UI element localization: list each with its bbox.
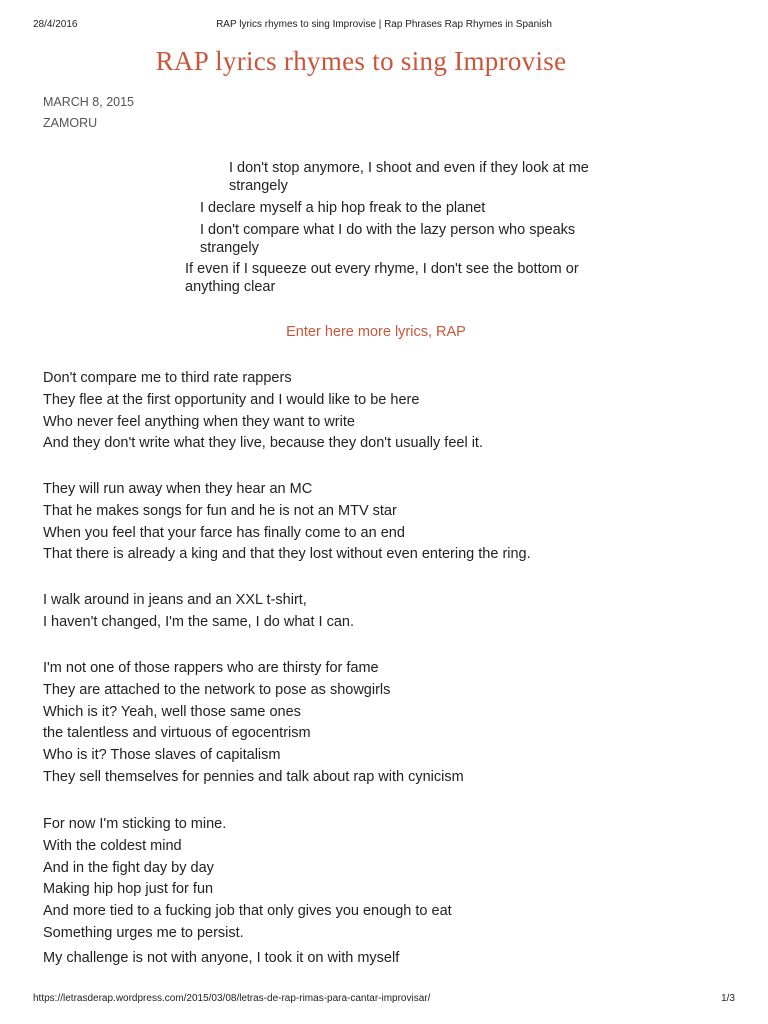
lyric-line: I'm not one of those rappers who are thirsty for fame: [43, 660, 379, 676]
lyric-line: And more tied to a fucking job that only gives you enough to eat: [43, 903, 452, 920]
page-number: 1/3: [721, 993, 735, 1004]
stanza-3: [43, 590, 354, 634]
lyric-line: I haven't changed, I'm the same, I do what I can.: [43, 613, 355, 630]
lyric-line: They are attached to the network to pose as showgirls: [43, 681, 391, 698]
post-date[interactable]: MARCH 8, 2015: [43, 95, 135, 109]
lyric-line: Something urges me to persist.: [43, 924, 244, 941]
stanza-4: [43, 658, 464, 789]
lyric-line: I walk around in jeans and an XXL t-shirt,: [43, 592, 307, 608]
post-author[interactable]: ZAMORU: [43, 116, 98, 130]
lyric-line: For now I'm sticking to mine.: [43, 816, 227, 832]
intro-line-4: If even if I squeeze out every rhyme, I don't see the bottom or anything clear: [185, 261, 579, 295]
lyric-line: Which is it? Yeah, well those same ones: [43, 703, 301, 720]
stanza-2: [43, 479, 531, 566]
print-doc-title: RAP lyrics rhymes to sing Improvise | Rap Phrases Rap Rhymes in Spanish: [216, 19, 552, 30]
intro-line-3: I don't compare what I do with the lazy person who speaks strangely: [200, 222, 576, 256]
stanza-1: [43, 368, 483, 455]
lyric-line: And in the fight day by day: [43, 859, 214, 876]
lyric-line: With the coldest mind: [43, 837, 182, 854]
lyric-line: That he makes songs for fun and he is not an MTV star: [43, 502, 397, 519]
lyric-line: When you feel that your farce has finally come to an end: [43, 524, 405, 541]
lyric-line: Who is it? Those slaves of capitalism: [43, 747, 281, 764]
lyric-line: They sell themselves for pennies and talk about rap with cynicism: [43, 768, 464, 785]
lyric-line-last: My challenge is not with anyone, I took it on with myself: [43, 950, 400, 966]
print-url: https://letrasderap.wordpress.com/2015/03/08/letras-de-rap-rimas-para-cantar-improvisar/: [33, 993, 431, 1004]
lyric-line: That there is already a king and that they lost without even entering the ring.: [43, 546, 531, 563]
print-date: 28/4/2016: [33, 19, 78, 30]
lyric-line: Making hip hop just for fun: [43, 881, 214, 898]
stanza-5: [43, 814, 452, 945]
intro-line-2: I declare myself a hip hop freak to the planet: [200, 200, 486, 216]
intro-line-1: I don't stop anymore, I shoot and even if they look at me strangely: [229, 160, 589, 194]
more-lyrics-link[interactable]: Enter here more lyrics, RAP: [286, 324, 466, 340]
lyric-line: the talentless and virtuous of egocentrism: [43, 725, 311, 742]
lyric-line: Don't compare me to third rate rappers: [43, 370, 292, 386]
lyric-line: They will run away when they hear an MC: [43, 481, 313, 497]
post-title: RAP lyrics rhymes to sing Improvise: [155, 46, 567, 76]
lyric-line: Who never feel anything when they want to write: [43, 413, 355, 430]
lyric-line: And they don't write what they live, because they don't usually feel it.: [43, 435, 483, 452]
print-header: [33, 19, 735, 33]
lyric-line: They flee at the first opportunity and I would like to be here: [43, 391, 420, 408]
